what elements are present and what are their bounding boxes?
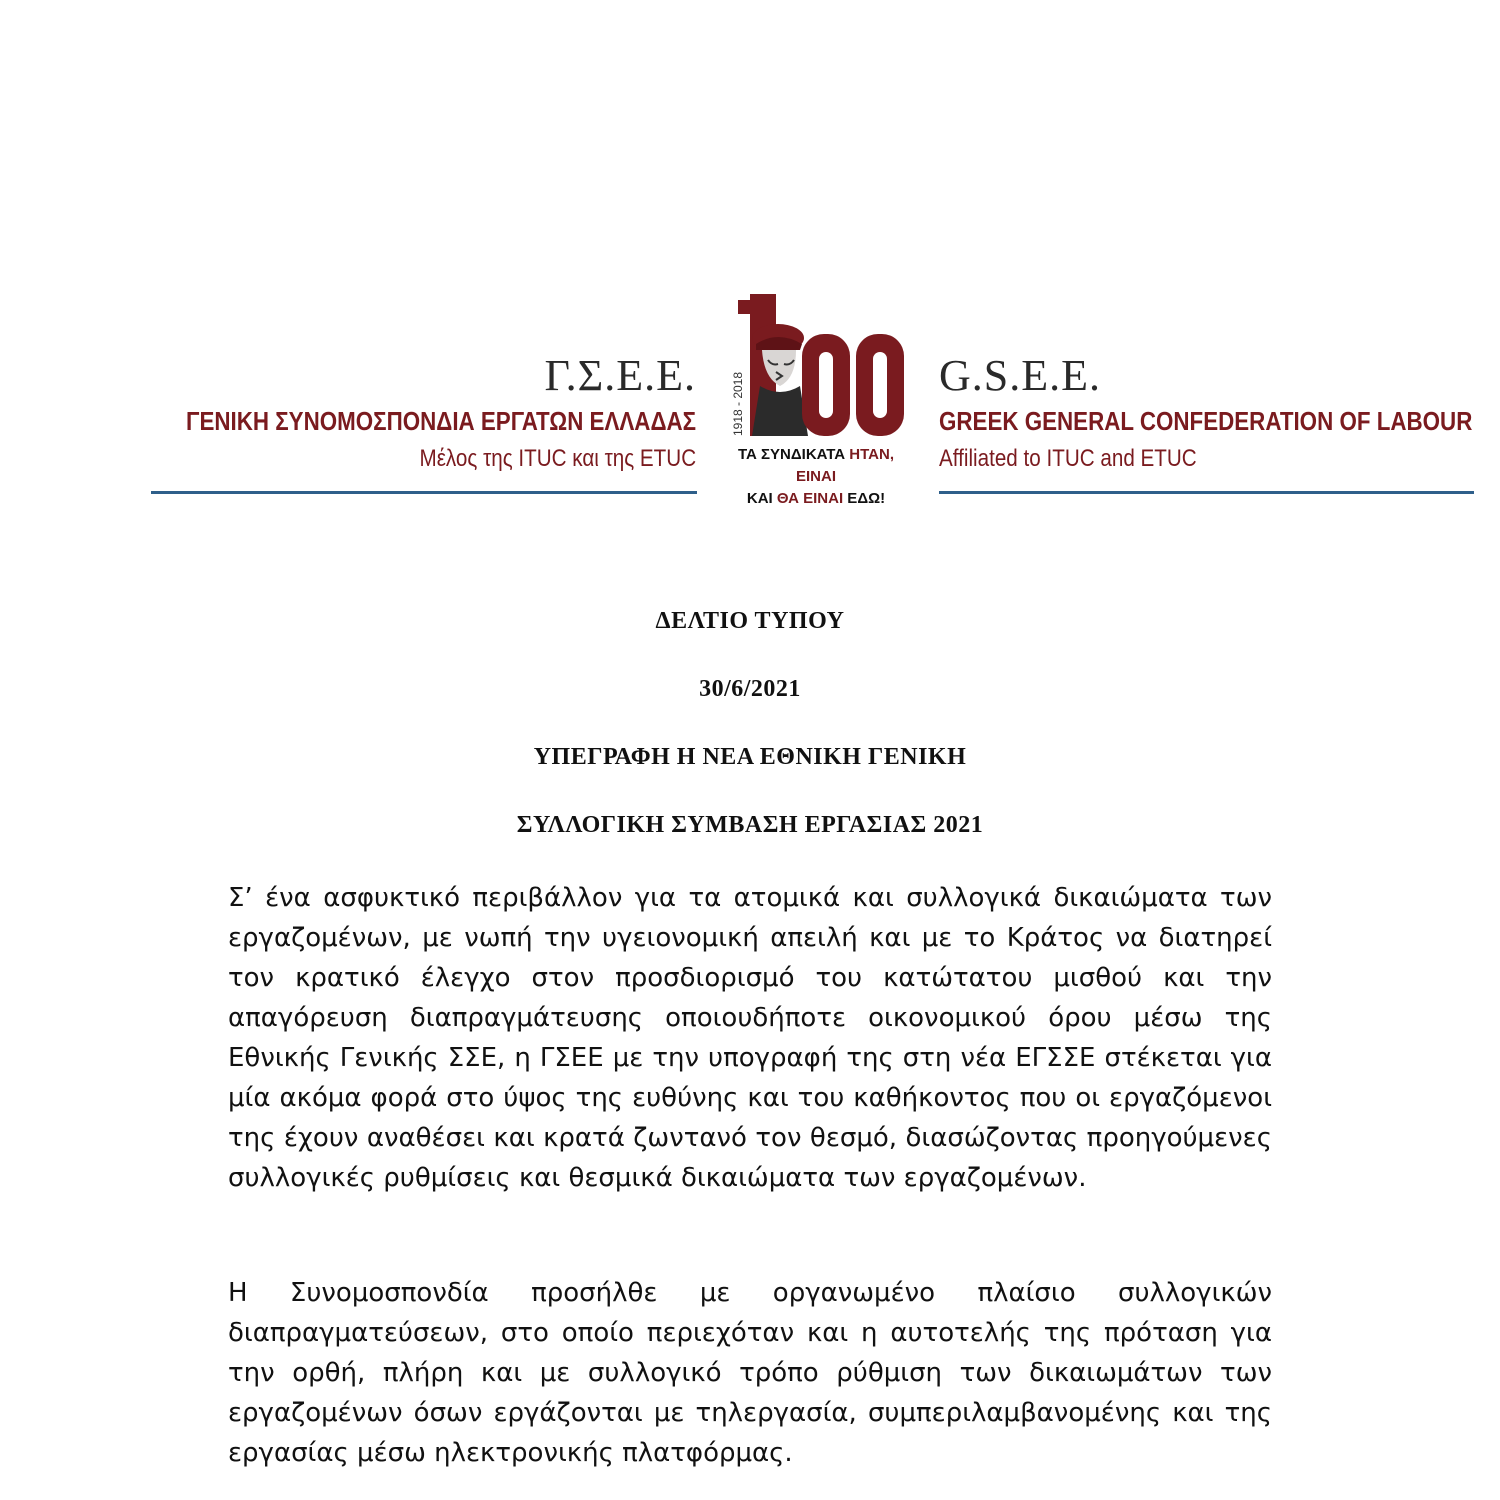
- emblem-slogan: [716, 444, 916, 510]
- body-paragraph: Σ’ ένα ασφυκτικό περιβάλλον για τα ατομικά και συλλογικά δικαιώματα των εργαζομένων, με νωπή την υγειονομική απειλή και με το Κράτος να διατηρεί τον κρατικό έλεγχο στον προσδιορισμό του κατώτατου μισθού και την απαγόρευση διαπραγμάτευσης οποιουδήποτε οικονομικού όρου μέσω της Εθνικής Γενικής ΣΣΕ, η ΓΣΕΕ με την υπογραφή της στη νέα ΕΓΣΣΕ στέκεται για μία ακόμα φορά στο ύψος της ευθύνης και του καθήκοντος που οι εργαζόμενοι της έχουν αναθέσει και κρατά ζωντανό τον θεσμό, διασώζοντας προηγούμενες συλλογικές ρυθμίσεις και θεσμικά δικαιώματα των εργαζομένων.: [228, 883, 1272, 1193]
- letterhead-greek: [103, 352, 696, 474]
- document-title-line2: ΣΥΛΛΟΓΙΚΗ ΣΥΜΒΑΣΗ ΕΡΓΑΣΙΑΣ 2021: [516, 812, 984, 838]
- emblem-slogan-part1: ΤΑ ΣΥΝΔΙΚΑΤΑ: [737, 446, 850, 463]
- english-abbreviation: G.S.E.E.: [939, 351, 1101, 400]
- body-paragraph: Η Συνομοσπονδία προσήλθε με οργανωμένο πλαίσιο συλλογικών διαπραγματεύσεων, στο οποίο περιεχόταν και η αυτοτελής της πρόταση για την ορθή, πλήρη και με συλλογικό τρόπο ρύθμιση των δικαιωμάτων των εργαζομένων όσων εργάζονται με τηλεργασία, συμπεριλαμβανομένης και της εργασίας μέσω ηλεκτρονικής πλατφόρμας.: [228, 1278, 1272, 1468]
- emblem-slogan-part2: ΗΤΑΝ, ΕΙΝΑΙ: [795, 446, 895, 485]
- document-title-line1: ΥΠΕΓΡΑΦΗ Η ΝΕΑ ΕΘΝΙΚΗ ΓΕΝΙΚΗ: [533, 744, 967, 770]
- document-type-label: ΔΕΛΤΙΟ ΤΥΠΟΥ: [655, 608, 845, 634]
- greek-org-name: ΓΕΝΙΚΗ ΣΥΝΟΜΟΣΠΟΝΔΙΑ ΕΡΓΑΤΩΝ ΕΛΛΑΔΑΣ: [185, 406, 696, 436]
- letterhead-rule-left: [151, 491, 697, 494]
- emblem-years: 1918 - 2018: [731, 371, 745, 437]
- greek-affiliation: Μέλος της ITUC και της ETUC: [419, 445, 696, 472]
- english-affiliation: Affiliated to ITUC and ETUC: [939, 445, 1197, 472]
- emblem-slogan-part3: ΚΑΙ: [746, 490, 777, 507]
- emblem-slogan-part5: ΕΔΩ!: [843, 490, 886, 507]
- greek-abbreviation: Γ.Σ.Ε.Ε.: [544, 351, 696, 400]
- letterhead-english: [939, 352, 1500, 474]
- document-date: 30/6/2021: [699, 676, 801, 702]
- letterhead-rule-right: [939, 491, 1474, 494]
- english-org-name: GREEK GENERAL CONFEDERATION OF LABOUR: [939, 406, 1473, 436]
- emblem-slogan-part4: ΘΑ ΕΙΝΑΙ: [776, 490, 844, 507]
